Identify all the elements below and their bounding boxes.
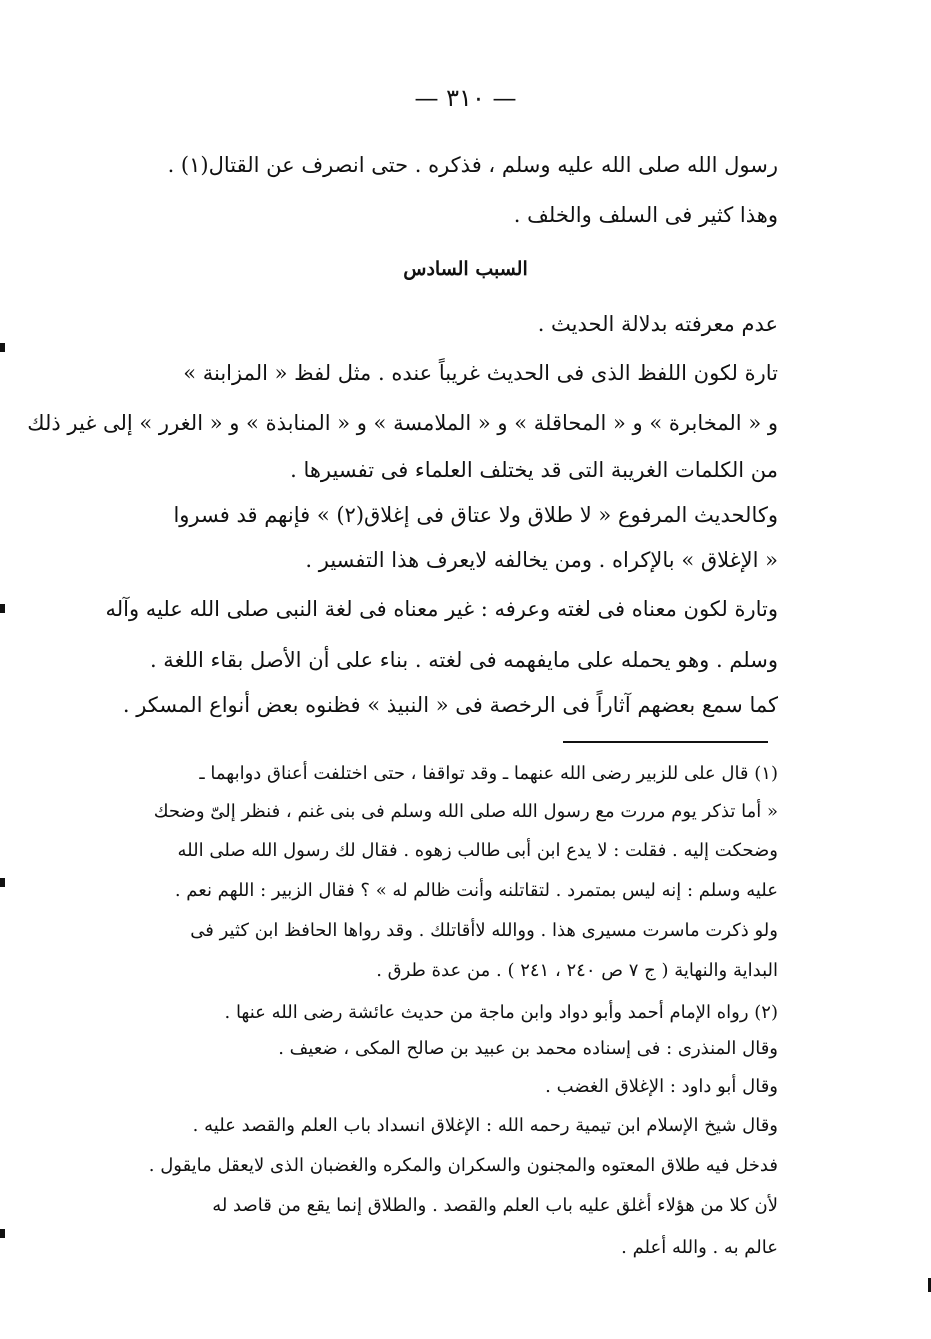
paragraph-line: رسول الله صلى الله عليه وسلم ، فذكره . حتى انصرف عن القتال(١) . [167,153,778,177]
footnote-line: وقال أبو داود : الإغلاق الغضب . [545,1076,778,1097]
scan-edge-mark [0,604,5,613]
paragraph-line: عدم معرفته بدلالة الحديث . [537,312,778,336]
footnote-line: (٢) رواه الإمام أحمد وأبو دواد وابن ماجة من حديث عائشة رضى الله عنها . [224,1002,778,1023]
paragraph-line: « الإغلاق » بالإكراه . ومن يخالفه لايعرف هذا التفسير . [305,548,778,572]
scan-edge-mark [0,1229,5,1238]
section-heading: السبب السادس [403,258,528,280]
footnote-line: فدخل فيه طلاق المعتوه والمجنون والسكران والمكره والغضبان الذى لايعقل مايقول . [148,1155,778,1176]
paragraph-line: وكالحديث المرفوع « لا طلاق ولا عتاق فى إغلاق(٢) » فإنهم قد فسروا [173,503,778,527]
footnote-line: عليه وسلم : إنه ليس بمتمرد . لتقاتلنه وأنت ظالم له » ؟ فقال الزبير : اللهم نعم . [174,880,778,901]
footnote-line: وقال المنذرى : فى إسناده محمد بن عبيد بن صالح المكى ، ضعيف . [278,1038,778,1059]
scan-edge-mark [0,343,5,352]
footnote-line: ولو ذكرت ماسرت مسيرى هذا . ووالله لاأقاتلك . وقد رواها الحافظ ابن كثير فى [190,920,778,941]
paragraph-line: وسلم . وهو يحمله على مايفهمه فى لغته . بناء على أن الأصل بقاء اللغة . [149,648,778,672]
footnote-line: وقال شيخ الإسلام ابن تيمية رحمه الله : الإغلاق انسداد باب العلم والقصد عليه . [192,1115,778,1136]
paragraph-line: و « المخابرة » و « المحاقلة » و « الملامسة » و « المنابذة » و « الغرر » إلى غير ذلك [27,411,778,435]
footnote-line: لأن كلا من هؤلاء أغلق عليه باب العلم والقصد . والطلاق إنما يقع من قاصد له [212,1195,778,1216]
footnote-line: « أما تذكر يوم مررت مع رسول الله صلى الله وسلم فى بنى غنم ، فنظر إلىّ وضحك [153,801,778,822]
footnote-divider [563,741,768,743]
page-number: — ٣١٠ — [414,84,517,112]
paragraph-line: وتارة لكون معناه فى لغته وعرفه : غير معناه فى لغة النبى صلى الله عليه وآله [105,597,778,621]
paragraph-line: كما سمع بعضهم آثاراً فى الرخصة فى « النبيذ » فظنوه بعض أنواع المسكر . [122,693,778,717]
scan-edge-mark [0,878,5,887]
paragraph-line: من الكلمات الغريبة التى قد يختلف العلماء فى تفسيرها . [290,458,778,482]
footnote-line: (١) قال على للزبير رضى الله عنهما ـ وقد تواقفا ، حتى اختلفت أعناق دوابهما ـ [199,763,778,784]
footnote-line: وضحكت إليه . فقلت : لا يدع ابن أبى طالب زهوه . فقال لك رسول الله صلى الله [177,840,778,861]
paragraph-line: تارة لكون اللفظ الذى فى الحديث غريباً عنده . مثل لفظ « المزابنة » [183,361,778,385]
paragraph-line: وهذا كثير فى السلف والخلف . [513,203,778,227]
footnote-line: عالم به . والله أعلم . [621,1237,778,1258]
footnote-line: البداية والنهاية ( ج ٧ ص ٢٤٠ ، ٢٤١ ) . من عدة طرق . [376,960,778,981]
